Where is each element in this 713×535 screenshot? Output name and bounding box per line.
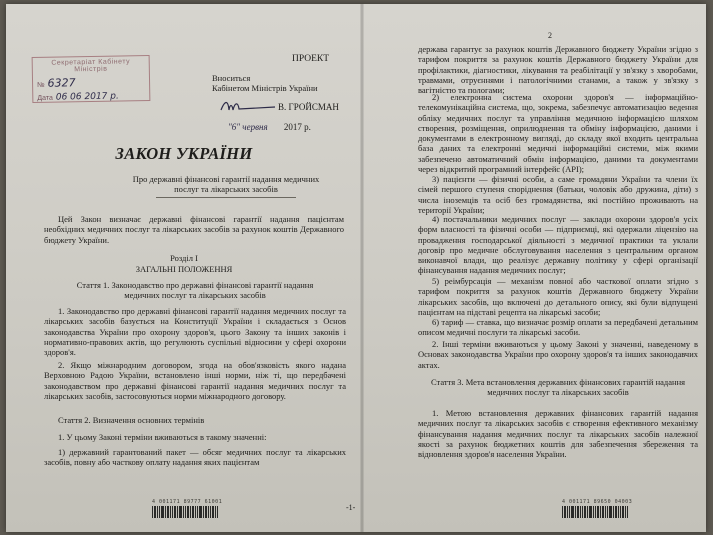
law-subtitle: Про державні фінансові гарантії надання медичних послуг та лікарських засобів bbox=[132, 174, 320, 194]
article-3-paragraph-1: 1. Метою встановлення державних фінансових гарантій надання медичних послуг та лікарських засобів є створення ефективного механізму фінансування надання медичних послуг та лікарських засобів належної якості за рахунок бюджетних коштів для забезпечення збереження та відновлення здоров'я населення України. bbox=[418, 408, 698, 460]
submitted-by-line2: Кабінетом Міністрів України bbox=[212, 83, 318, 93]
barcode-left-bars bbox=[152, 506, 222, 518]
stamp-title: Секретаріат Кабінету Міністрів bbox=[51, 58, 131, 74]
article-1-paragraph-2: 2. Якщо міжнародним договором, згода на обов'язковість якого надана Верховною Радою України, встановлено інші норми, ніж ті, що передбачені законодавством про державні фінансові гарантії надання медичних послуг та лікарських засобів, застосовуються норми міжнародного договору. bbox=[44, 360, 346, 401]
term-2: 2) електронна система охорони здоров'я — інформаційно-телекомунікаційна система, що, зокрема, забезпечує автоматизацію ведення обліку медичних послуг та управління медичною інформацією шляхом створення, розміщення, оприлюднення та обміну інформацією, даними і документами в електронному вигляді, до складу якої входить центральна база даних та електронні медичні інформаційні системи, між якими забезпечено автоматичний обмін інформацією, даними та документами через відкритий програмний інтерфейс (API); bbox=[418, 92, 698, 175]
submitted-by bbox=[212, 73, 318, 93]
term-1-continuation: держава гарантує за рахунок коштів Державного бюджету України згідно з тарифом покриття за рахунок коштів Державного бюджету України для профілактики, діагностики, лікування та реабілітації у зв'язку з хворобами, травмами, отруєннями і патологічними станами, а також у зв'язку з вагітністю та пологами; bbox=[418, 44, 698, 96]
page-one bbox=[6, 4, 362, 532]
preamble: Цей Закон визначає державні фінансові гарантії надання пацієнтам необхідних медичних послуг та лікарських засобів за рахунок коштів Державного бюджету України. bbox=[44, 214, 344, 245]
article-2-paragraph-1: 1. У цьому Законі терміни вживаються в такому значенні: bbox=[58, 432, 267, 442]
barcode-right-digits: 4 001171 89650 04003 bbox=[562, 499, 633, 505]
article-3-title: Стаття 3. Мета встановлення державних фінансових гарантій надання медичних послуг та лікарських засобів bbox=[430, 377, 686, 398]
stamp-number: 6327 bbox=[47, 76, 76, 90]
section-title: ЗАГАЛЬНІ ПОЛОЖЕННЯ bbox=[135, 264, 233, 274]
barcode-left-digits: 4 001171 89777 61001 bbox=[152, 499, 223, 505]
submitted-by-line1: Вноситься bbox=[212, 73, 251, 83]
barcode-right-bars bbox=[562, 506, 632, 518]
article-2-title: Стаття 2. Визначення основних термінів bbox=[58, 415, 205, 425]
document-photo bbox=[6, 4, 706, 532]
article-1-paragraph-1: 1. Законодавство про державні фінансові гарантії надання медичних послуг та лікарських засобів базується на Конституції України і складається з Основ законодавства України про охорону здоров'я, цього Закону та інших законів і нормативно-правових актів, що регулюють суспільні відносини у сфері охорони здоров'я. bbox=[44, 306, 346, 358]
registration-stamp bbox=[32, 55, 151, 103]
handwritten-signature-icon bbox=[219, 98, 277, 116]
barcode-left bbox=[152, 499, 222, 525]
document-date bbox=[228, 122, 311, 132]
term-3: 3) пацієнти — фізичні особи, а саме громадяни України та члени їх сімей першого ступеня споріднення (батьки, чоловік або дружина, діти) з числа іноземців та осіб без громадянства, які постійно проживають на території України; bbox=[418, 174, 698, 215]
date-handwritten: "6" червня bbox=[228, 122, 268, 132]
signer-name: В. ГРОЙСМАН bbox=[278, 102, 339, 112]
stamp-number-prefix: № bbox=[37, 81, 45, 89]
article-1-title: Стаття 1. Законодавство про державні фінансові гарантії надання медичних послуг та лікарських засобів bbox=[76, 280, 314, 301]
law-title: ЗАКОН УКРАЇНИ bbox=[115, 144, 253, 163]
term-4: 4) постачальники медичних послуг — заклади охорони здоров'я усіх форм власності та фізичні особи — підприємці, які одержали ліцензію на провадження господарської діяльності з медичної практики та уклали договір про медичне обслуговування населення з центральним органом виконавчої влади, що реалізує державну політику у сфері організації фінансування надання медичних послуг; bbox=[418, 214, 698, 276]
barcode-right bbox=[562, 499, 632, 525]
draft-label: ПРОЕКТ bbox=[292, 54, 330, 64]
section-label: Розділ І bbox=[170, 253, 198, 263]
term-5: 5) реімбурсація — механізм повної або часткової оплати згідно з тарифом покриття за рахунок коштів Державного бюджету України лікарських засобів, що включені до детального опису, які були відпущені пацієнтам на підставі рецепта на лікарські засоби; bbox=[418, 276, 698, 317]
stamp-date: 06 06 2017 р. bbox=[55, 91, 119, 103]
page-number-left: -1- bbox=[346, 503, 356, 512]
page-number-right: 2 bbox=[548, 31, 552, 40]
page-two bbox=[362, 4, 706, 532]
article-2-term-1: 1) державний гарантований пакет — обсяг медичних послуг та лікарських засобів, повну або часткову оплату надання яких пацієнтам bbox=[44, 447, 346, 468]
term-6: 6) тариф — ставка, що визначає розмір оплати за передбачені детальним описом медичні послуги та лікарські засоби. bbox=[418, 317, 698, 338]
stamp-date-prefix: Дата bbox=[37, 94, 53, 102]
date-year: 2017 р. bbox=[283, 122, 311, 132]
article-2-paragraph-2: 2. Інші терміни вживаються у цьому Законі у значенні, наведеному в Основах законодавства України про охорону здоров'я та інших законодавчих актах. bbox=[418, 339, 698, 370]
subtitle-underline bbox=[156, 197, 296, 198]
